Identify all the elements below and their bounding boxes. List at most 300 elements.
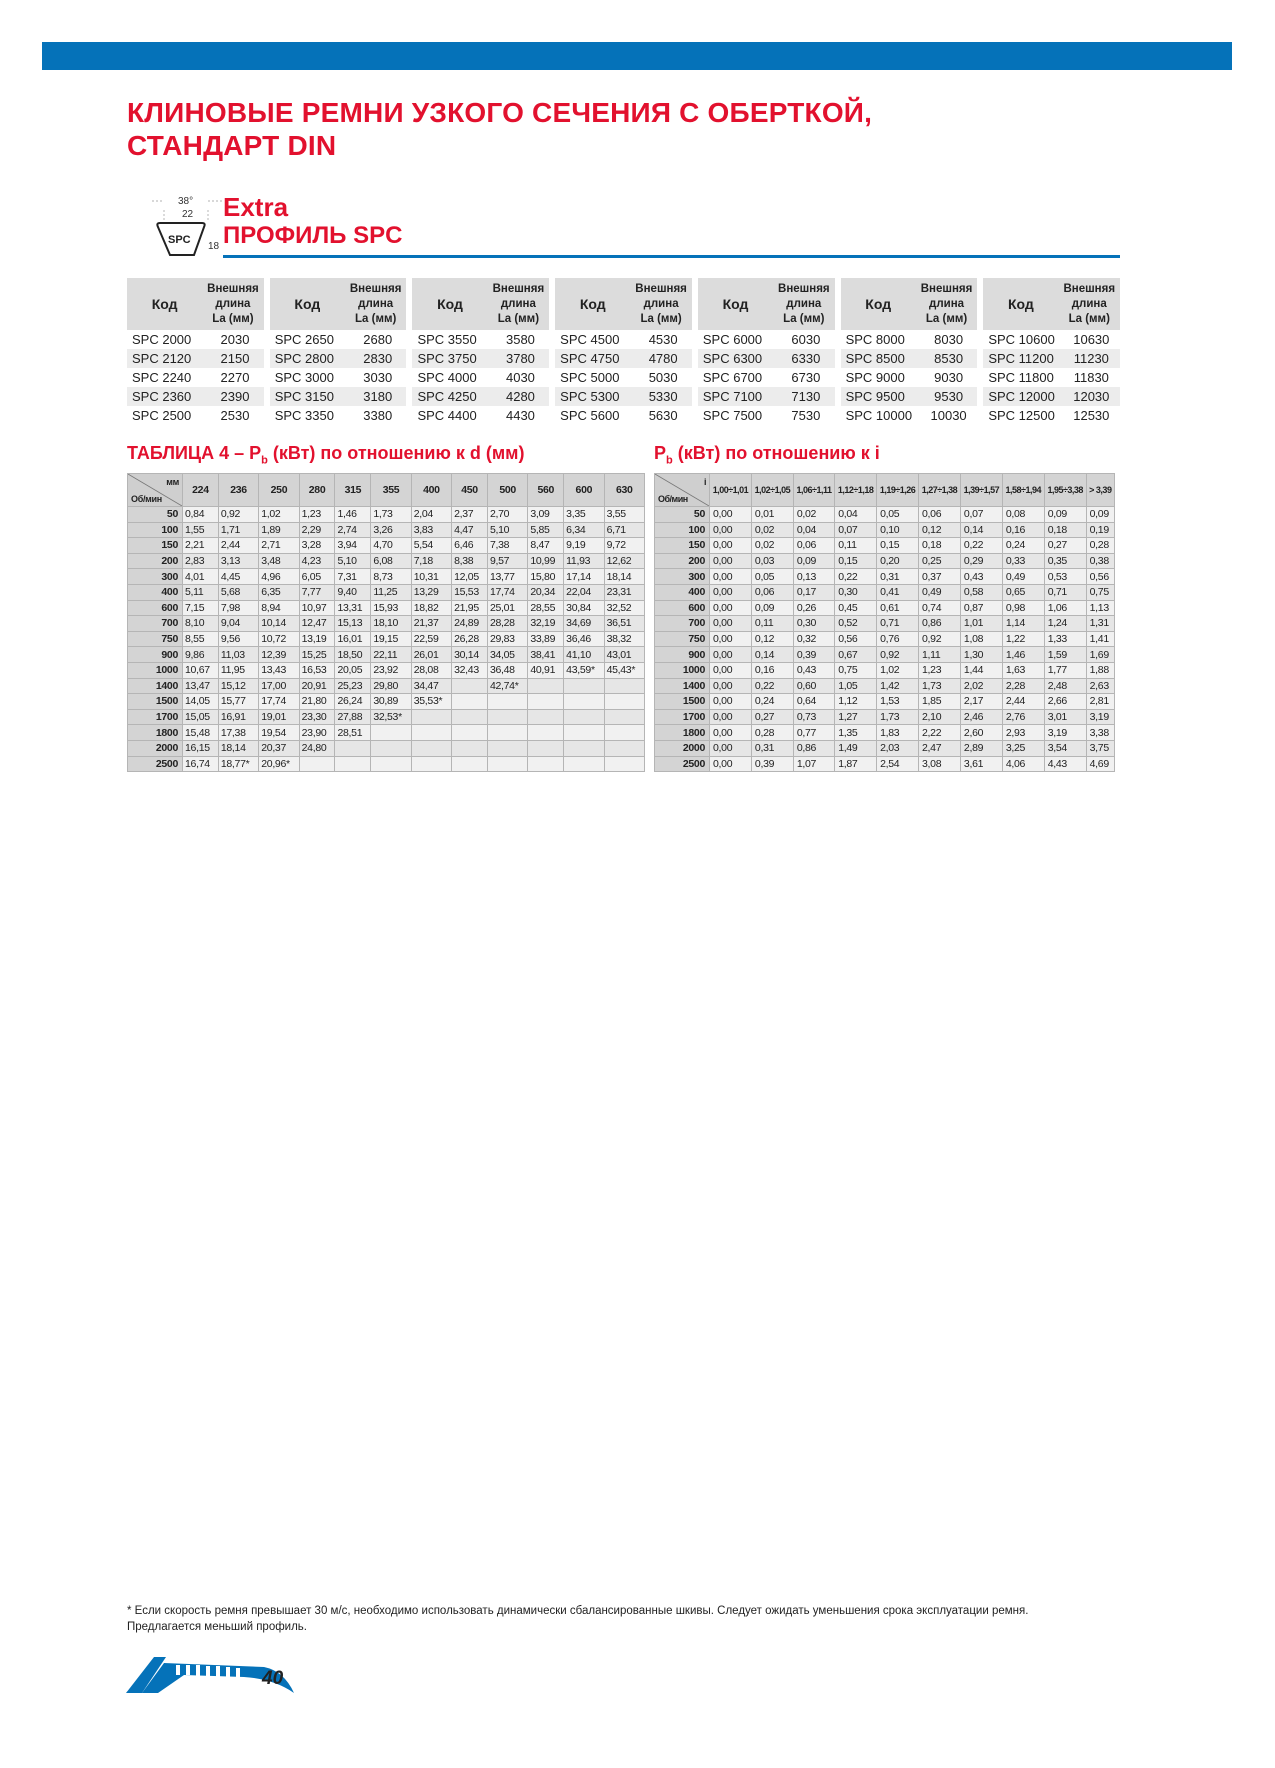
power-value-cell: 22,11 bbox=[371, 647, 411, 663]
power-value-cell: 5,11 bbox=[183, 584, 219, 600]
column-header: 1,19÷1,26 bbox=[877, 474, 919, 507]
power-value-cell: 30,84 bbox=[564, 600, 604, 616]
power-value-cell bbox=[487, 694, 527, 710]
power-value-cell: 0,28 bbox=[1086, 538, 1114, 554]
code-row bbox=[270, 349, 407, 368]
power-value-cell: 2,22 bbox=[919, 725, 961, 741]
belt-length: 12030 bbox=[1073, 389, 1110, 404]
table2-title bbox=[654, 443, 880, 467]
power-value-cell: 2,46 bbox=[960, 709, 1002, 725]
power-value-cell bbox=[335, 740, 371, 756]
power-value-cell: 6,46 bbox=[452, 538, 488, 554]
code-group-header bbox=[412, 278, 549, 330]
belt-code: SPC 4000 bbox=[417, 370, 477, 385]
code-row bbox=[127, 330, 264, 349]
power-value-cell: 0,86 bbox=[919, 616, 961, 632]
power-value-cell bbox=[411, 725, 451, 741]
power-value-cell: 1,46 bbox=[335, 507, 371, 523]
power-value-cell: 1,41 bbox=[1086, 631, 1114, 647]
power-value-cell: 32,19 bbox=[528, 616, 564, 632]
table-row bbox=[128, 725, 645, 741]
top-blue-bar bbox=[42, 42, 1232, 70]
power-value-cell: 0,17 bbox=[793, 584, 834, 600]
power-value-cell bbox=[528, 740, 564, 756]
table1-title bbox=[127, 443, 524, 467]
power-by-ratio-table bbox=[654, 473, 1115, 772]
power-value-cell: 0,74 bbox=[919, 600, 961, 616]
table-row bbox=[655, 507, 1115, 523]
power-value-cell: 0,14 bbox=[960, 522, 1002, 538]
power-value-cell: 7,31 bbox=[335, 569, 371, 585]
belt-code: SPC 11200 bbox=[988, 351, 1054, 366]
power-value-cell: 2,63 bbox=[1086, 678, 1114, 694]
power-value-cell: 5,54 bbox=[411, 538, 451, 554]
power-value-cell bbox=[335, 756, 371, 772]
power-value-cell: 13,31 bbox=[335, 600, 371, 616]
power-value-cell: 8,38 bbox=[452, 553, 488, 569]
power-value-cell: 16,91 bbox=[218, 709, 258, 725]
rpm-cell: 600 bbox=[655, 600, 710, 616]
rpm-cell: 1500 bbox=[128, 694, 183, 710]
belt-code: SPC 6000 bbox=[702, 332, 763, 347]
power-value-cell: 3,35 bbox=[564, 507, 604, 523]
belt-code: SPC 2650 bbox=[274, 332, 334, 347]
power-value-cell: 12,47 bbox=[299, 616, 335, 632]
power-value-cell: 0,22 bbox=[960, 538, 1002, 554]
power-value-cell: 3,75 bbox=[1086, 740, 1114, 756]
power-value-cell: 0,15 bbox=[835, 553, 877, 569]
power-value-cell: 1,07 bbox=[793, 756, 834, 772]
power-value-cell: 1,83 bbox=[877, 725, 919, 741]
power-value-cell: 7,98 bbox=[218, 600, 258, 616]
rpm-cell: 400 bbox=[655, 584, 710, 600]
power-value-cell: 0,73 bbox=[793, 709, 834, 725]
power-value-cell: 20,91 bbox=[299, 678, 335, 694]
power-value-cell: 19,15 bbox=[371, 631, 411, 647]
table-row bbox=[655, 553, 1115, 569]
power-value-cell: 0,77 bbox=[793, 725, 834, 741]
power-value-cell: 5,85 bbox=[528, 522, 564, 538]
belt-code: SPC 2800 bbox=[274, 351, 334, 366]
power-value-cell: 19,01 bbox=[259, 709, 299, 725]
power-value-cell: 2,44 bbox=[1002, 694, 1044, 710]
power-value-cell: 0,00 bbox=[710, 600, 752, 616]
power-value-cell: 28,55 bbox=[528, 600, 564, 616]
power-value-cell: 10,14 bbox=[259, 616, 299, 632]
column-header: 224 bbox=[183, 474, 219, 507]
power-value-cell bbox=[487, 740, 527, 756]
rpm-cell: 400 bbox=[128, 584, 183, 600]
rpm-cell: 1000 bbox=[655, 662, 710, 678]
belt-code: SPC 12000 bbox=[988, 389, 1055, 404]
power-value-cell: 0,45 bbox=[835, 600, 877, 616]
profile-name: ПРОФИЛЬ SPC bbox=[223, 222, 403, 249]
belt-code: SPC 11800 bbox=[988, 370, 1054, 385]
rpm-cell: 1700 bbox=[128, 709, 183, 725]
power-value-cell: 0,06 bbox=[919, 507, 961, 523]
column-header: 1,02÷1,05 bbox=[751, 474, 793, 507]
power-value-cell: 1,23 bbox=[919, 662, 961, 678]
code-row bbox=[983, 368, 1120, 387]
code-group bbox=[555, 278, 692, 425]
power-value-cell: 0,18 bbox=[1044, 522, 1086, 538]
power-value-cell: 1,02 bbox=[877, 662, 919, 678]
belt-length: 5330 bbox=[648, 389, 678, 404]
belt-code: SPC 5600 bbox=[560, 408, 620, 423]
power-value-cell: 32,52 bbox=[604, 600, 644, 616]
belt-length: 2390 bbox=[220, 389, 250, 404]
power-value-cell: 17,74 bbox=[259, 694, 299, 710]
belt-code: SPC 8500 bbox=[845, 351, 905, 366]
belt-code: SPC 5300 bbox=[560, 389, 620, 404]
power-value-cell: 15,13 bbox=[335, 616, 371, 632]
power-value-cell: 20,05 bbox=[335, 662, 371, 678]
power-value-cell: 0,56 bbox=[835, 631, 877, 647]
table2-title-pre: P bbox=[654, 443, 667, 463]
power-value-cell: 8,73 bbox=[371, 569, 411, 585]
rpm-cell: 50 bbox=[128, 507, 183, 523]
column-header: 355 bbox=[371, 474, 411, 507]
belt-length: 2680 bbox=[363, 332, 393, 347]
power-value-cell: 1,44 bbox=[960, 662, 1002, 678]
rpm-cell: 750 bbox=[128, 631, 183, 647]
power-value-cell: 3,19 bbox=[1044, 725, 1086, 741]
table-row bbox=[655, 740, 1115, 756]
belt-length: 9530 bbox=[934, 389, 964, 404]
column-header: 500 bbox=[487, 474, 527, 507]
power-value-cell: 45,43* bbox=[604, 662, 644, 678]
table-row bbox=[655, 709, 1115, 725]
power-value-cell: 0,12 bbox=[751, 631, 793, 647]
rpm-cell: 2500 bbox=[128, 756, 183, 772]
belt-code: SPC 9000 bbox=[845, 370, 905, 385]
code-group-header bbox=[555, 278, 692, 330]
power-value-cell: 25,01 bbox=[487, 600, 527, 616]
power-value-cell: 0,58 bbox=[960, 584, 1002, 600]
rpm-cell: 700 bbox=[655, 616, 710, 632]
power-value-cell: 7,38 bbox=[487, 538, 527, 554]
power-value-cell: 10,97 bbox=[299, 600, 335, 616]
power-value-cell: 6,08 bbox=[371, 553, 411, 569]
power-value-cell: 5,68 bbox=[218, 584, 258, 600]
belt-length: 3780 bbox=[505, 351, 535, 366]
profile-width-label: 22 bbox=[182, 209, 194, 220]
power-value-cell: 0,06 bbox=[751, 584, 793, 600]
code-group-header bbox=[983, 278, 1120, 330]
power-value-cell: 36,51 bbox=[604, 616, 644, 632]
belt-code: SPC 7500 bbox=[702, 408, 763, 423]
column-header: 1,39÷1,57 bbox=[960, 474, 1002, 507]
length-col-header: Внешняя длина La (мм) bbox=[207, 282, 259, 325]
power-value-cell: 32,43 bbox=[452, 662, 488, 678]
power-value-cell: 16,53 bbox=[299, 662, 335, 678]
belt-code: SPC 7100 bbox=[702, 389, 763, 404]
power-value-cell: 1,42 bbox=[877, 678, 919, 694]
table-row bbox=[655, 647, 1115, 663]
power-value-cell: 43,01 bbox=[604, 647, 644, 663]
table-row bbox=[655, 522, 1115, 538]
power-value-cell: 13,29 bbox=[411, 584, 451, 600]
power-value-cell: 0,00 bbox=[710, 694, 752, 710]
power-value-cell: 11,93 bbox=[564, 553, 604, 569]
power-value-cell: 26,01 bbox=[411, 647, 451, 663]
power-value-cell: 2,47 bbox=[919, 740, 961, 756]
power-value-cell: 0,00 bbox=[710, 553, 752, 569]
power-value-cell: 1,08 bbox=[960, 631, 1002, 647]
code-row bbox=[698, 368, 835, 387]
power-value-cell: 17,14 bbox=[564, 569, 604, 585]
code-row bbox=[127, 387, 264, 406]
profile-badge: SPC bbox=[168, 234, 191, 246]
length-col-header: Внешняя длина La (мм) bbox=[349, 282, 402, 325]
power-value-cell: 3,08 bbox=[919, 756, 961, 772]
power-value-cell: 1,33 bbox=[1044, 631, 1086, 647]
power-value-cell bbox=[371, 725, 411, 741]
power-value-cell: 2,48 bbox=[1044, 678, 1086, 694]
power-value-cell bbox=[411, 709, 451, 725]
power-value-cell: 0,16 bbox=[751, 662, 793, 678]
belt-length: 4780 bbox=[648, 351, 678, 366]
power-value-cell: 0,43 bbox=[960, 569, 1002, 585]
power-value-cell bbox=[604, 694, 644, 710]
power-value-cell: 1,14 bbox=[1002, 616, 1044, 632]
power-value-cell: 8,47 bbox=[528, 538, 564, 554]
power-value-cell: 28,08 bbox=[411, 662, 451, 678]
power-value-cell: 13,19 bbox=[299, 631, 335, 647]
power-value-cell: 0,11 bbox=[835, 538, 877, 554]
power-value-cell: 28,51 bbox=[335, 725, 371, 741]
power-value-cell: 15,80 bbox=[528, 569, 564, 585]
power-value-cell: 3,61 bbox=[960, 756, 1002, 772]
code-row bbox=[555, 406, 692, 425]
power-value-cell: 0,84 bbox=[183, 507, 219, 523]
power-value-cell: 4,23 bbox=[299, 553, 335, 569]
power-value-cell: 0,00 bbox=[710, 709, 752, 725]
power-value-cell: 0,08 bbox=[1002, 507, 1044, 523]
column-header: 250 bbox=[259, 474, 299, 507]
power-value-cell: 1,05 bbox=[835, 678, 877, 694]
power-value-cell: 0,26 bbox=[793, 600, 834, 616]
rpm-cell: 100 bbox=[655, 522, 710, 538]
power-value-cell: 12,05 bbox=[452, 569, 488, 585]
power-value-cell: 19,54 bbox=[259, 725, 299, 741]
power-value-cell: 20,37 bbox=[259, 740, 299, 756]
power-value-cell: 0,07 bbox=[835, 522, 877, 538]
power-value-cell: 4,43 bbox=[1044, 756, 1086, 772]
power-value-cell: 8,94 bbox=[259, 600, 299, 616]
table1-title-pre: ТАБЛИЦА 4 – P bbox=[127, 443, 262, 463]
power-value-cell: 1,73 bbox=[919, 678, 961, 694]
power-value-cell: 1,27 bbox=[835, 709, 877, 725]
power-value-cell: 4,01 bbox=[183, 569, 219, 585]
power-value-cell: 1,71 bbox=[218, 522, 258, 538]
power-value-cell: 4,06 bbox=[1002, 756, 1044, 772]
code-row bbox=[270, 368, 407, 387]
power-value-cell: 0,00 bbox=[710, 569, 752, 585]
power-value-cell: 0,53 bbox=[1044, 569, 1086, 585]
belt-length: 5030 bbox=[648, 370, 678, 385]
code-group bbox=[841, 278, 978, 425]
power-value-cell: 0,39 bbox=[751, 756, 793, 772]
power-value-cell: 38,32 bbox=[604, 631, 644, 647]
code-group bbox=[127, 278, 264, 425]
belt-code: SPC 2000 bbox=[132, 332, 192, 347]
code-group-header bbox=[127, 278, 264, 330]
power-value-cell: 24,80 bbox=[299, 740, 335, 756]
power-value-cell: 11,25 bbox=[371, 584, 411, 600]
power-value-cell: 15,25 bbox=[299, 647, 335, 663]
power-value-cell: 26,24 bbox=[335, 694, 371, 710]
table-corner-header bbox=[655, 474, 710, 507]
belt-length: 8030 bbox=[934, 332, 964, 347]
power-value-cell: 16,15 bbox=[183, 740, 219, 756]
power-value-cell: 0,71 bbox=[877, 616, 919, 632]
power-value-cell: 0,33 bbox=[1002, 553, 1044, 569]
code-row bbox=[412, 406, 549, 425]
power-value-cell: 40,91 bbox=[528, 662, 564, 678]
code-row bbox=[127, 368, 264, 387]
corner-bottom-label: Об/мин bbox=[658, 494, 688, 504]
table-row bbox=[655, 584, 1115, 600]
power-value-cell: 0,09 bbox=[1086, 507, 1114, 523]
power-value-cell bbox=[564, 756, 604, 772]
power-value-cell bbox=[564, 740, 604, 756]
power-value-cell bbox=[371, 740, 411, 756]
power-value-cell: 15,93 bbox=[371, 600, 411, 616]
power-value-cell bbox=[604, 740, 644, 756]
power-value-cell: 1,24 bbox=[1044, 616, 1086, 632]
power-value-cell: 0,13 bbox=[793, 569, 834, 585]
table-row bbox=[655, 662, 1115, 678]
power-value-cell: 26,28 bbox=[452, 631, 488, 647]
power-value-cell: 23,30 bbox=[299, 709, 335, 725]
power-value-cell bbox=[564, 678, 604, 694]
power-value-cell: 0,86 bbox=[793, 740, 834, 756]
power-value-cell: 1,01 bbox=[960, 616, 1002, 632]
power-value-cell: 2,76 bbox=[1002, 709, 1044, 725]
rpm-cell: 900 bbox=[128, 647, 183, 663]
power-value-cell: 1,23 bbox=[299, 507, 335, 523]
table-row bbox=[128, 678, 645, 694]
code-col-header: Код bbox=[579, 296, 606, 312]
power-value-cell: 35,53* bbox=[411, 694, 451, 710]
power-value-cell: 1,88 bbox=[1086, 662, 1114, 678]
power-value-cell: 9,86 bbox=[183, 647, 219, 663]
power-value-cell: 1,02 bbox=[259, 507, 299, 523]
power-value-cell: 0,14 bbox=[751, 647, 793, 663]
belt-length: 4280 bbox=[505, 389, 535, 404]
power-value-cell: 0,28 bbox=[751, 725, 793, 741]
power-value-cell bbox=[371, 756, 411, 772]
power-value-cell: 23,31 bbox=[604, 584, 644, 600]
rpm-cell: 600 bbox=[128, 600, 183, 616]
belt-code-table bbox=[127, 278, 1120, 425]
power-value-cell: 1,11 bbox=[919, 647, 961, 663]
power-value-cell: 0,20 bbox=[877, 553, 919, 569]
table-row bbox=[128, 616, 645, 632]
power-value-cell: 2,83 bbox=[183, 553, 219, 569]
power-value-cell: 2,44 bbox=[218, 538, 258, 554]
power-value-cell bbox=[411, 756, 451, 772]
code-row bbox=[412, 368, 549, 387]
table1-title-post: (кВт) по отношению к d (мм) bbox=[267, 443, 525, 463]
power-value-cell: 0,00 bbox=[710, 678, 752, 694]
table-row bbox=[655, 678, 1115, 694]
power-value-cell: 0,22 bbox=[751, 678, 793, 694]
power-value-cell: 33,89 bbox=[528, 631, 564, 647]
power-value-cell: 0,65 bbox=[1002, 584, 1044, 600]
power-value-cell: 34,05 bbox=[487, 647, 527, 663]
power-value-cell bbox=[452, 756, 488, 772]
table-row bbox=[128, 647, 645, 663]
length-col-header: Внешняя длина La (мм) bbox=[778, 282, 830, 325]
power-value-cell: 1,35 bbox=[835, 725, 877, 741]
power-value-cell: 0,09 bbox=[751, 600, 793, 616]
power-value-cell: 3,38 bbox=[1086, 725, 1114, 741]
power-value-cell: 0,00 bbox=[710, 756, 752, 772]
power-value-cell bbox=[528, 709, 564, 725]
column-header: 1,58÷1,94 bbox=[1002, 474, 1044, 507]
power-value-cell: 3,01 bbox=[1044, 709, 1086, 725]
belt-code: SPC 4400 bbox=[417, 408, 477, 423]
power-value-cell: 0,52 bbox=[835, 616, 877, 632]
rpm-cell: 2000 bbox=[655, 740, 710, 756]
power-value-cell: 13,77 bbox=[487, 569, 527, 585]
column-header: 1,00÷1,01 bbox=[710, 474, 752, 507]
table-row bbox=[128, 569, 645, 585]
power-value-cell: 9,57 bbox=[487, 553, 527, 569]
power-value-cell: 1,06 bbox=[1044, 600, 1086, 616]
power-value-cell: 0,98 bbox=[1002, 600, 1044, 616]
table-row bbox=[128, 553, 645, 569]
power-value-cell: 0,30 bbox=[835, 584, 877, 600]
page-title bbox=[127, 96, 1027, 162]
power-value-cell: 0,11 bbox=[751, 616, 793, 632]
power-value-cell: 0,61 bbox=[877, 600, 919, 616]
belt-length: 5630 bbox=[648, 408, 678, 423]
power-value-cell: 2,03 bbox=[877, 740, 919, 756]
table-row bbox=[128, 709, 645, 725]
power-value-cell: 0,04 bbox=[793, 522, 834, 538]
belt-length: 10630 bbox=[1073, 332, 1110, 347]
power-value-cell: 0,01 bbox=[751, 507, 793, 523]
power-value-cell: 5,10 bbox=[335, 553, 371, 569]
power-value-cell: 0,29 bbox=[960, 553, 1002, 569]
code-row bbox=[698, 406, 835, 425]
belt-code: SPC 6300 bbox=[702, 351, 763, 366]
power-value-cell: 13,47 bbox=[183, 678, 219, 694]
rpm-cell: 700 bbox=[128, 616, 183, 632]
power-value-cell: 27,88 bbox=[335, 709, 371, 725]
rpm-cell: 300 bbox=[128, 569, 183, 585]
power-value-cell: 2,04 bbox=[411, 507, 451, 523]
code-col-header: Код bbox=[722, 296, 749, 312]
power-value-cell: 0,06 bbox=[793, 538, 834, 554]
power-value-cell: 3,94 bbox=[335, 538, 371, 554]
table-row bbox=[128, 694, 645, 710]
power-value-cell: 21,80 bbox=[299, 694, 335, 710]
belt-code: SPC 2360 bbox=[132, 389, 192, 404]
rpm-cell: 2500 bbox=[655, 756, 710, 772]
power-value-cell: 11,03 bbox=[218, 647, 258, 663]
column-header: 1,06÷1,11 bbox=[793, 474, 834, 507]
power-value-cell: 10,67 bbox=[183, 662, 219, 678]
table-row bbox=[655, 694, 1115, 710]
power-value-cell: 1,69 bbox=[1086, 647, 1114, 663]
power-value-cell: 3,13 bbox=[218, 553, 258, 569]
table-row bbox=[128, 756, 645, 772]
power-value-cell: 32,53* bbox=[371, 709, 411, 725]
